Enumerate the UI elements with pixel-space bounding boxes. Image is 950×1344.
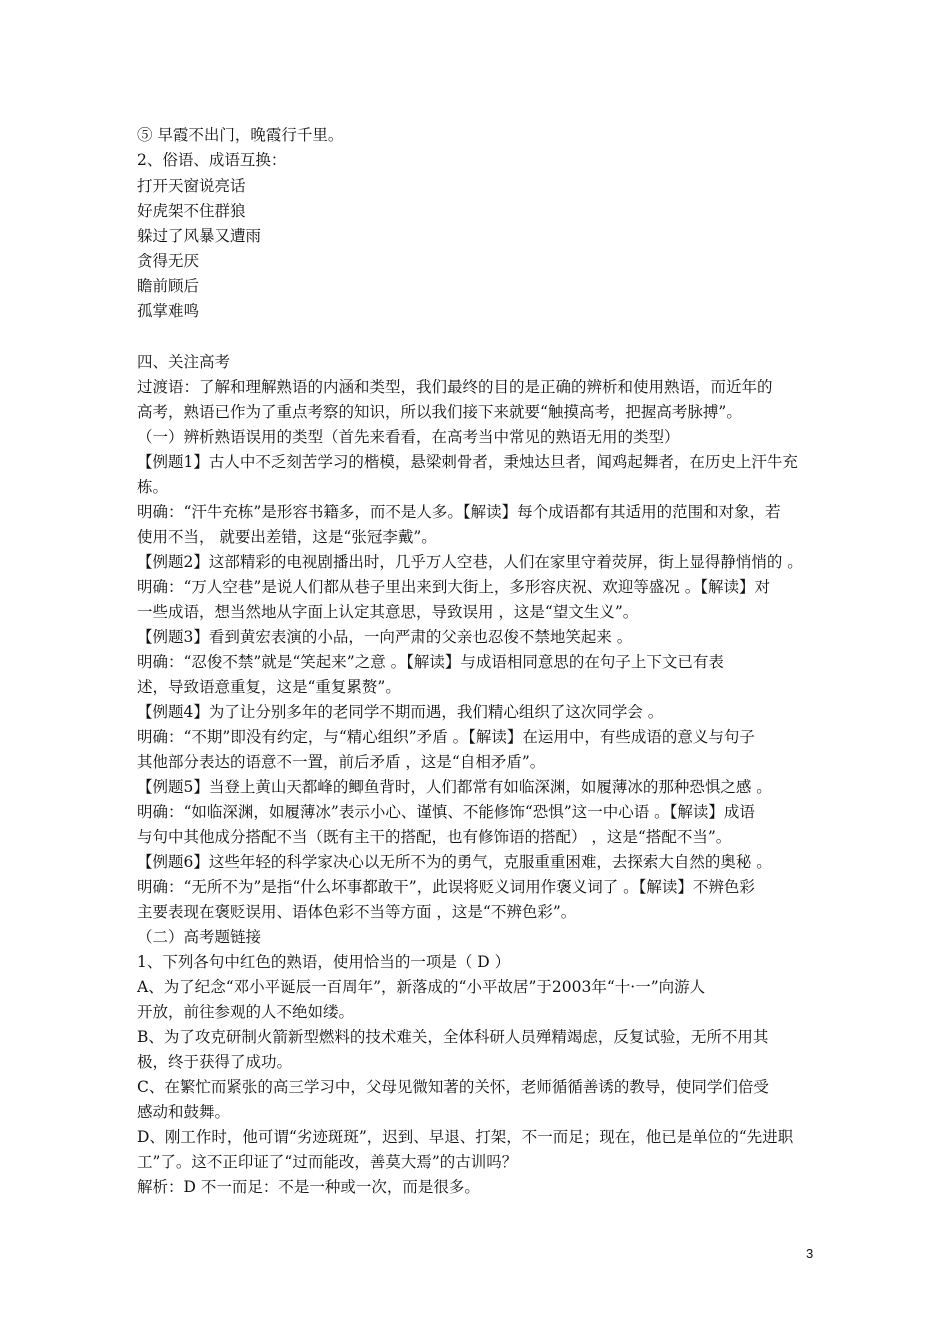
text-line: 高考，熟语已作为了重点考察的知识，所以我们接下来就要“触摸高考，把握高考脉搏”。 xyxy=(137,403,742,421)
text-line: 打开天窗说亮话 xyxy=(137,177,246,195)
text-line: （二）高考题链接 xyxy=(137,928,262,946)
text-line: 【例题2】这部精彩的电视剧播出时，几乎万人空巷，人们在家里守着荧屏，街上显得静悄悄的 。 xyxy=(137,553,803,571)
text-line: 开放，前往参观的人不绝如缕。 xyxy=(137,1003,355,1021)
text-line: 主要表现在褒贬误用、语体色彩不当等方面 ，这是“不辨色彩”。 xyxy=(137,903,577,921)
text-line: 一些成语，想当然地从字面上认定其意思，导致误用 ，这是“望文生义”。 xyxy=(137,603,639,621)
text-line: 四、关注高考 xyxy=(137,353,231,371)
text-line: 明确：“汗牛充栋”是形容书籍多，而不是人多。【解读】每个成语都有其适用的范围和对象，若 xyxy=(137,503,781,521)
text-line: 【例题3】看到黄宏表演的小品，一向严肃的父亲也忍俊不禁地笑起来 。 xyxy=(137,628,633,646)
text-line: 躲过了风暴又遭雨 xyxy=(137,227,262,245)
text-line: 明确：“忍俊不禁”就是“笑起来”之意 。【解读】与成语相同意思的在句子上下文已有表 xyxy=(137,653,724,671)
text-line: 明确：“万人空巷”是说人们都从巷子里出来到大街上，多形容庆祝、欢迎等盛况 。【解读】对 xyxy=(137,578,771,596)
text-line: （一）辨析熟语误用的类型（首先来看看，在高考当中常见的熟语无用的类型） xyxy=(137,428,680,446)
text-line: 感动和鼓舞。 xyxy=(137,1103,231,1121)
text-line: 解析：D 不一而足：不是一种或一次，而是很多。 xyxy=(137,1178,480,1196)
text-line: 明确：“无所不为”是指“什么坏事都敢干”，此误将贬义词用作褒义词了 。【解读】不辨色彩 xyxy=(137,878,755,896)
page-number: 3 xyxy=(806,1246,814,1261)
text-line: 与句中其他成分搭配不当（既有主干的搭配，也有修饰语的搭配） ，这是“搭配不当”。 xyxy=(137,828,732,846)
text-line: 明确：“不期”即没有约定，与“精心组织”矛盾 。【解读】在运用中，有些成语的意义与句子 xyxy=(137,728,755,746)
text-line: 贪得无厌 xyxy=(137,252,200,270)
text-line: 【例题4】为了让分别多年的老同学不期而遇，我们精心组织了这次同学会 。 xyxy=(137,703,664,721)
text-line: 1、下列各句中红色的熟语，使用恰当的一项是（ D ） xyxy=(137,953,511,971)
text-line: 工”了。这不正印证了“过而能改，善莫大焉”的古训吗？ xyxy=(137,1153,518,1171)
text-line: 2、俗语、成语互换： xyxy=(137,151,287,169)
text-line: C、在繁忙而紧张的高三学习中，父母见微知著的关怀，老师循循善诱的教导，使同学们倍受 xyxy=(137,1078,769,1096)
text-line: B、为了攻克研制火箭新型燃料的技术难关，全体科研人员殚精竭虑，反复试验，无所不用其 xyxy=(137,1028,769,1046)
text-line: 【例题1】古人中不乏刻苦学习的楷模，悬梁刺骨者，秉烛达旦者，闻鸡起舞者，在历史上汗牛充 xyxy=(137,453,798,471)
text-line: 使用不当， 就要出差错，这是“张冠李戴”。 xyxy=(137,528,437,546)
text-line: A、为了纪念“邓小平诞辰一百周年”，新落成的“小平故居”于2003年“十·一”向游人 xyxy=(137,978,706,996)
text-line: 好虎架不住群狼 xyxy=(137,202,246,220)
text-line: 瞻前顾后 xyxy=(137,277,200,295)
text-line: 【例题5】当登上黄山天都峰的鲫鱼背时，人们都常有如临深渊，如履薄冰的那种恐惧之感 。 xyxy=(137,778,772,796)
text-line: 述，导致语意重复，这是“重复累赘”。 xyxy=(137,678,401,696)
text-line: 其他部分表达的语意不一置，前后矛盾 ，这是“自相矛盾”。 xyxy=(137,753,546,771)
text-line: 栋。 xyxy=(137,478,169,496)
text-line: 【例题6】这些年轻的科学家决心以无所不为的勇气，克服重重困难，去探索大自然的奥秘 。 xyxy=(137,853,772,871)
text-line: 过渡语：了解和理解熟语的内涵和类型，我们最终的目的是正确的辨析和使用熟语，而近年的 xyxy=(137,378,773,396)
text-line: D、刚工作时，他可谓“劣迹斑斑”，迟到、早退、打架，不一而足；现在，他已是单位的“先进职 xyxy=(137,1128,794,1146)
text-line: 明确：“如临深渊，如履薄冰”表示小心、谨慎、不能修饰“恐惧”这一中心语 。【解读】成语 xyxy=(137,803,755,821)
text-line: ⑤ 早霞不出门，晚霞行千里。 xyxy=(137,126,344,144)
text-line: 极，终于获得了成功。 xyxy=(137,1053,293,1071)
text-line: 孤掌难鸣 xyxy=(137,302,200,320)
